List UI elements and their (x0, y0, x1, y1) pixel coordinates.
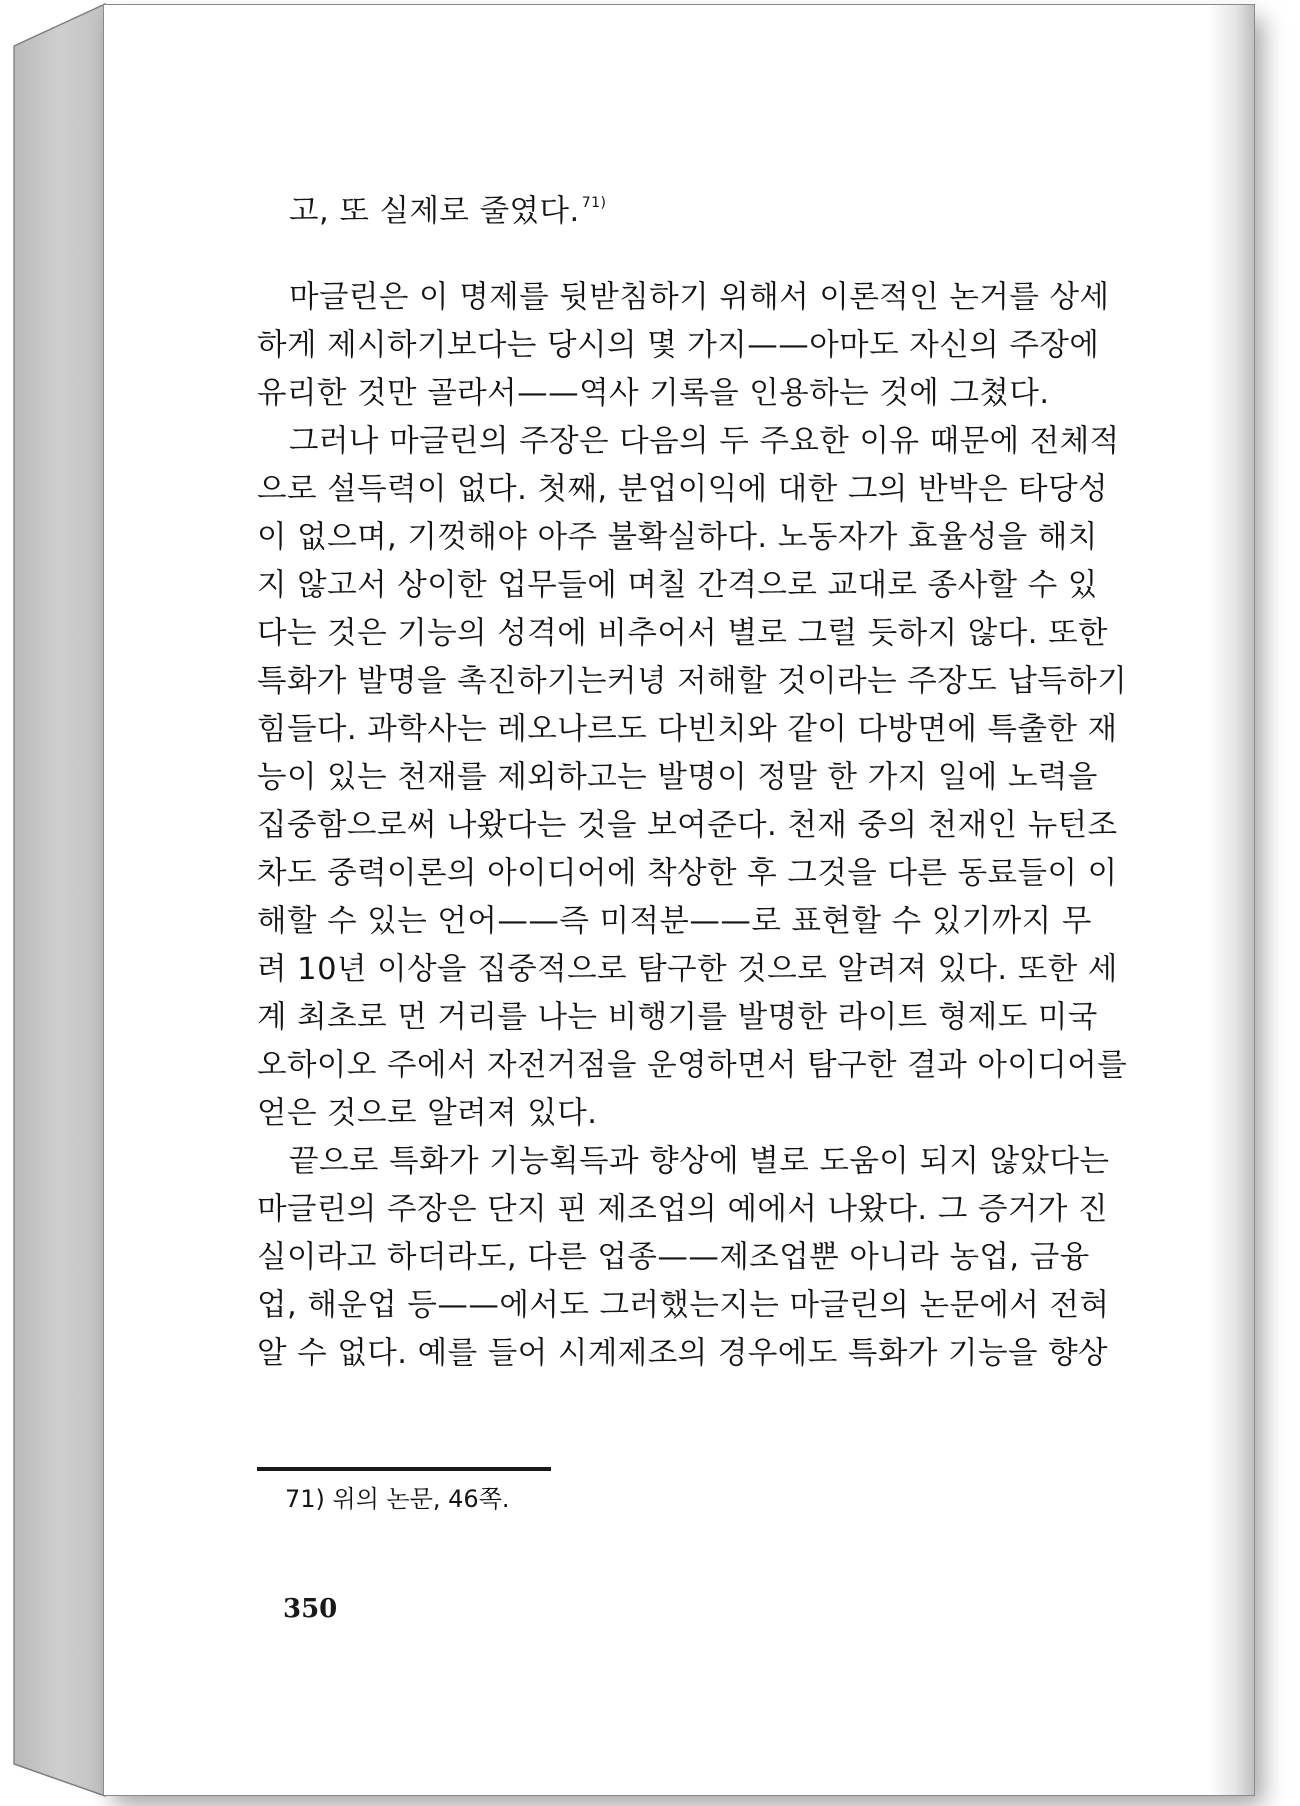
body-line: 차도 중력이론의 아이디어에 착상한 후 그것을 다른 동료들이 이 (257, 856, 1118, 891)
footnote-divider (257, 1467, 551, 1471)
footnote-reference: 71) (581, 195, 607, 211)
body-line: 오하이오 주에서 자전거점을 운영하면서 탐구한 결과 아이디어를 (257, 1048, 1128, 1083)
body-line: 업, 해운업 등——에서도 그러했는지는 마글린의 논문에서 전혀 (257, 1288, 1110, 1323)
page-number: 350 (283, 1594, 338, 1624)
body-line: 이 없으며, 기껏해야 아주 불확실하다. 노동자가 효율성을 해치 (257, 520, 1098, 555)
book-page (103, 4, 1255, 1796)
body-line: 능이 있는 천재를 제외하고는 발명이 정말 한 가지 일에 노력을 (257, 760, 1098, 795)
continued-line-text: 고, 또 실제로 줄였다. (289, 194, 580, 229)
page-edge-shading (1208, 5, 1254, 1795)
body-line: 마글린은 이 명제를 뒷받침하기 위해서 이론적인 논거를 상세 (289, 280, 1110, 315)
body-line: 계 최초로 먼 거리를 나는 비행기를 발명한 라이트 형제도 미국 (257, 1000, 1098, 1035)
footnote-text: 71) 위의 논문, 46쪽. (285, 1485, 510, 1513)
body-line: 실이라고 하더라도, 다른 업종——제조업뿐 아니라 농업, 금융 (257, 1240, 1090, 1275)
body-line: 으로 설득력이 없다. 첫째, 분업이익에 대한 그의 반박은 타당성 (257, 472, 1109, 507)
body-line: 알 수 없다. 예를 들어 시계제조의 경우에도 특화가 기능을 향상 (257, 1336, 1109, 1371)
body-line: 유리한 것만 골라서——역사 기록을 인용하는 것에 그쳤다. (257, 376, 1050, 411)
body-line: 하게 제시하기보다는 당시의 몇 가지——아마도 자신의 주장에 (257, 328, 1100, 363)
body-line: 해할 수 있는 언어——즉 미적분——로 표현할 수 있기까지 무 (257, 904, 1092, 939)
body-line: 얻은 것으로 알려져 있다. (257, 1096, 598, 1131)
body-line: 마글린의 주장은 단지 핀 제조업의 예에서 나왔다. 그 증거가 진 (257, 1192, 1109, 1227)
body-line: 집중함으로써 나왔다는 것을 보여준다. 천재 중의 천재인 뉴턴조 (257, 808, 1118, 843)
body-line: 그러나 마글린의 주장은 다음의 두 주요한 이유 때문에 전체적 (289, 424, 1120, 459)
continued-line (289, 180, 607, 229)
body-line: 끝으로 특화가 기능획득과 향상에 별로 도움이 되지 않았다는 (289, 1144, 1110, 1179)
body-line: 특화가 발명을 촉진하기는커녕 저해할 것이라는 주장도 납득하기 (257, 664, 1128, 699)
body-line: 힘들다. 과학사는 레오나르도 다빈치와 같이 다방면에 특출한 재 (257, 712, 1118, 747)
body-line: 려 10년 이상을 집중적으로 탐구한 것으로 알려져 있다. 또한 세 (257, 952, 1118, 987)
body-line: 지 않고서 상이한 업무들에 며칠 간격으로 교대로 종사할 수 있 (257, 568, 1098, 603)
body-line: 다는 것은 기능의 성격에 비추어서 별로 그럴 듯하지 않다. 또한 (257, 616, 1109, 651)
